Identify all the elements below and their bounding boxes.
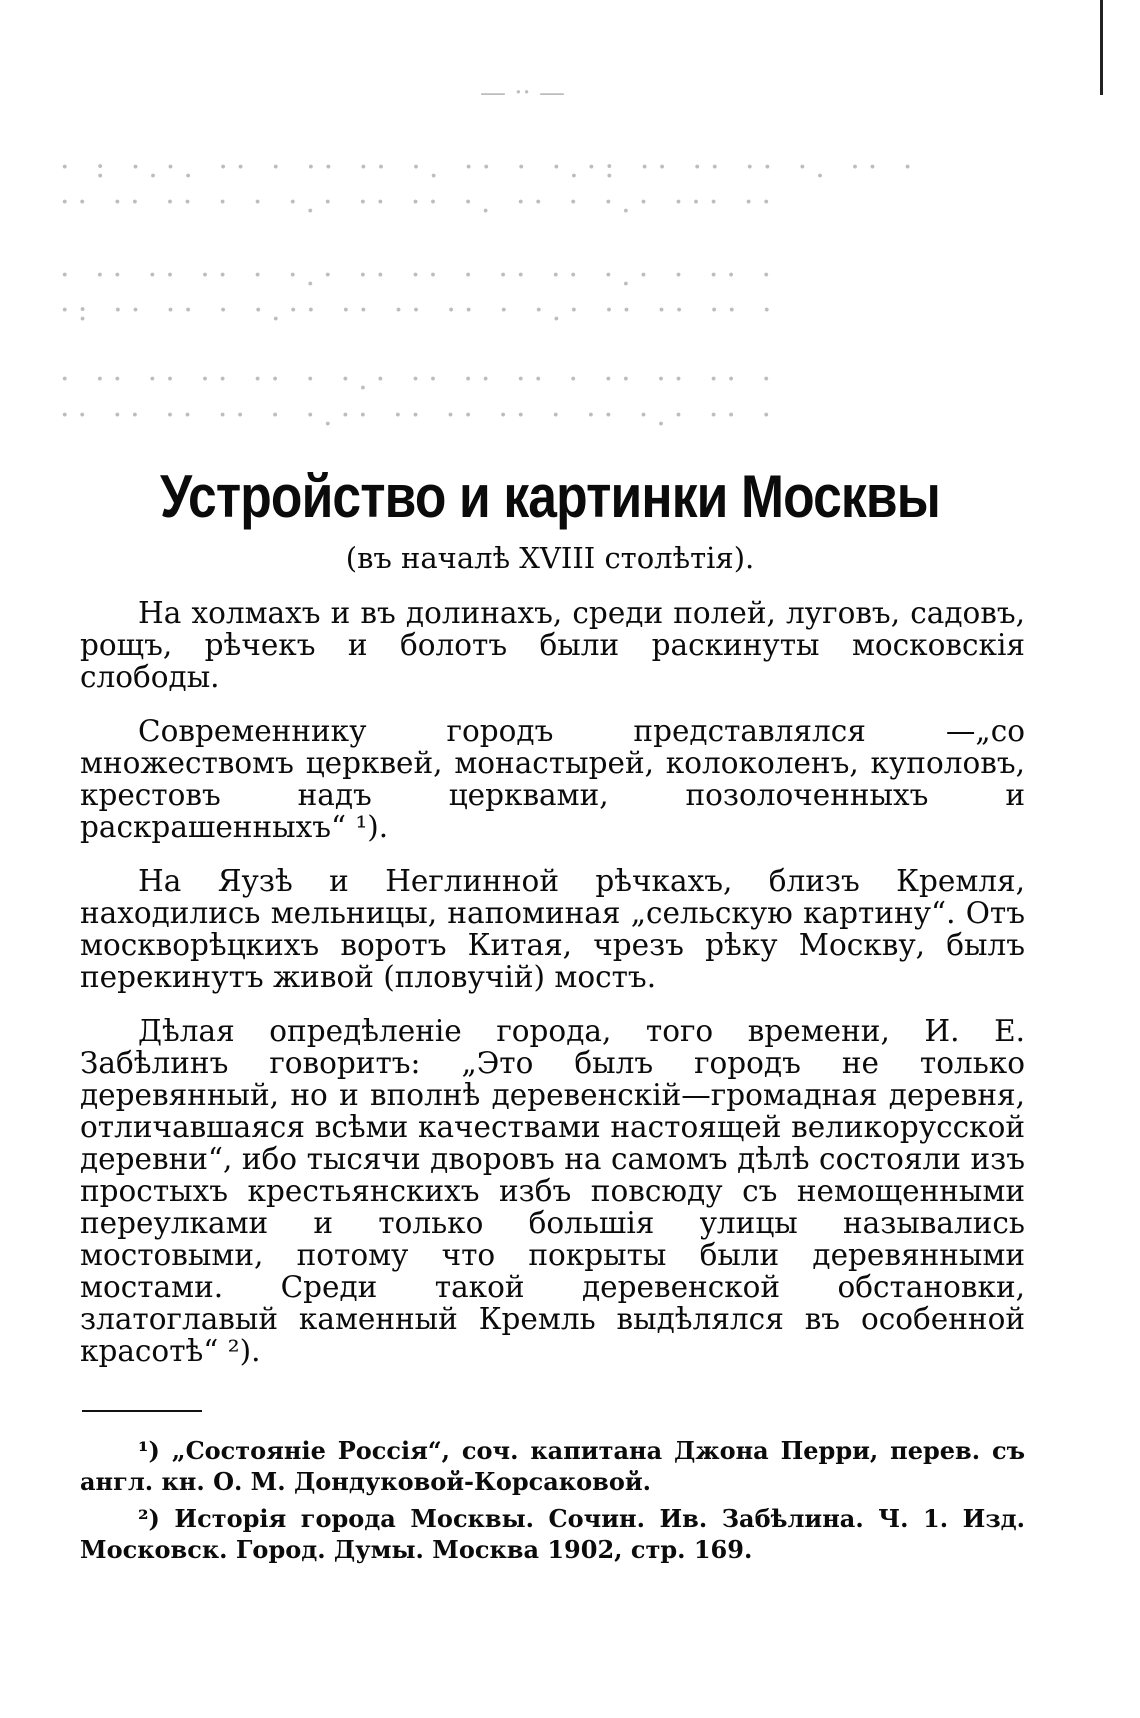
bleed-through-text: · ·· ·· ·· · ·.· ·· ·· · ·· ·· ·.· · ·· · <box>60 258 779 293</box>
chapter-title: Устройство и картинки Москвы <box>160 463 940 530</box>
paragraph: На Яузѣ и Неглинной рѣчкахъ, близъ Кремля, находились мельницы, напоминая „сельскую картину“. Отъ москворѣцкихъ воротъ Китая, чрезъ рѣку Москву, былъ перекинутъ живой (пловучій) мостъ. <box>80 864 1025 994</box>
chapter-subtitle: (въ началѣ XVIII столѣтія). <box>345 541 755 575</box>
footnotes <box>80 1435 1025 1571</box>
bleed-through-page-number: — ·· — <box>480 78 566 108</box>
footnote-separator <box>82 1410 202 1412</box>
paragraph: Современнику городъ представлялся —„со множествомъ церквей, монастырей, колоколенъ, куполовъ, крестовъ надъ церквами, позолоченныхъ и раскрашенныхъ“ ¹). <box>80 714 1025 844</box>
footnote: ²) Исторія города Москвы. Сочин. Ив. Забѣлина. Ч. 1. Изд. Московск. Город. Думы. Москва 1902, стр. 169. <box>80 1504 1025 1564</box>
page-edge-line <box>1100 0 1103 95</box>
body-text <box>80 597 1025 1389</box>
bleed-through-text: · : ·.·. ·· · ·· ·· ·. ·· · ·.·: ·· ·· ·· ·. ·· · <box>60 150 921 185</box>
paragraph: На холмахъ и въ долинахъ, среди полей, луговъ, садовъ, рощъ, рѣчекъ и болотъ были раскинуты московскія слободы. <box>80 596 1025 694</box>
bleed-through-text: · ·· ·· ·· ·· · ·.· ·· ·· ·· · ·· ·· ·· · <box>60 362 779 397</box>
bleed-through-text: ·· ·· ·· · · ·.· ·· ·· ·. ·· · ·.· ··· ·· <box>60 185 779 220</box>
bleed-through-text: ·: ·· ·· · ·.·· ·· ·· ·· · ·.· ·· ·· ·· · <box>60 293 780 328</box>
bleed-through-text: ·· ·· ·· ·· · ·.·· ·· ·· ·· · ·· ·.· ·· · <box>60 398 779 433</box>
footnote: ¹) „Состояніе Россія“, соч. капитана Джона Перри, перев. съ англ. кн. О. М. Дондуковой-Корсаковой. <box>80 1436 1025 1496</box>
paragraph: Дѣлая опредѣленіе города, того времени, И. Е. Забѣлинъ говоритъ: „Это былъ городъ не только деревянный, но и вполнѣ деревенскій—громадная деревня, отличавшаяся всѣми качествами настоящей великорусской деревни“, ибо тысячи дворовъ на самомъ дѣлѣ состояли изъ простыхъ крестьянскихъ избъ повсюду съ немощенными переулками и только большія улицы назывались мостовыми, потому что покрыты были деревянными мостами. Среди такой деревенской обстановки, златоглавый каменный Кремль выдѣлялся въ особенной красотѣ“ ²). <box>80 1014 1025 1368</box>
